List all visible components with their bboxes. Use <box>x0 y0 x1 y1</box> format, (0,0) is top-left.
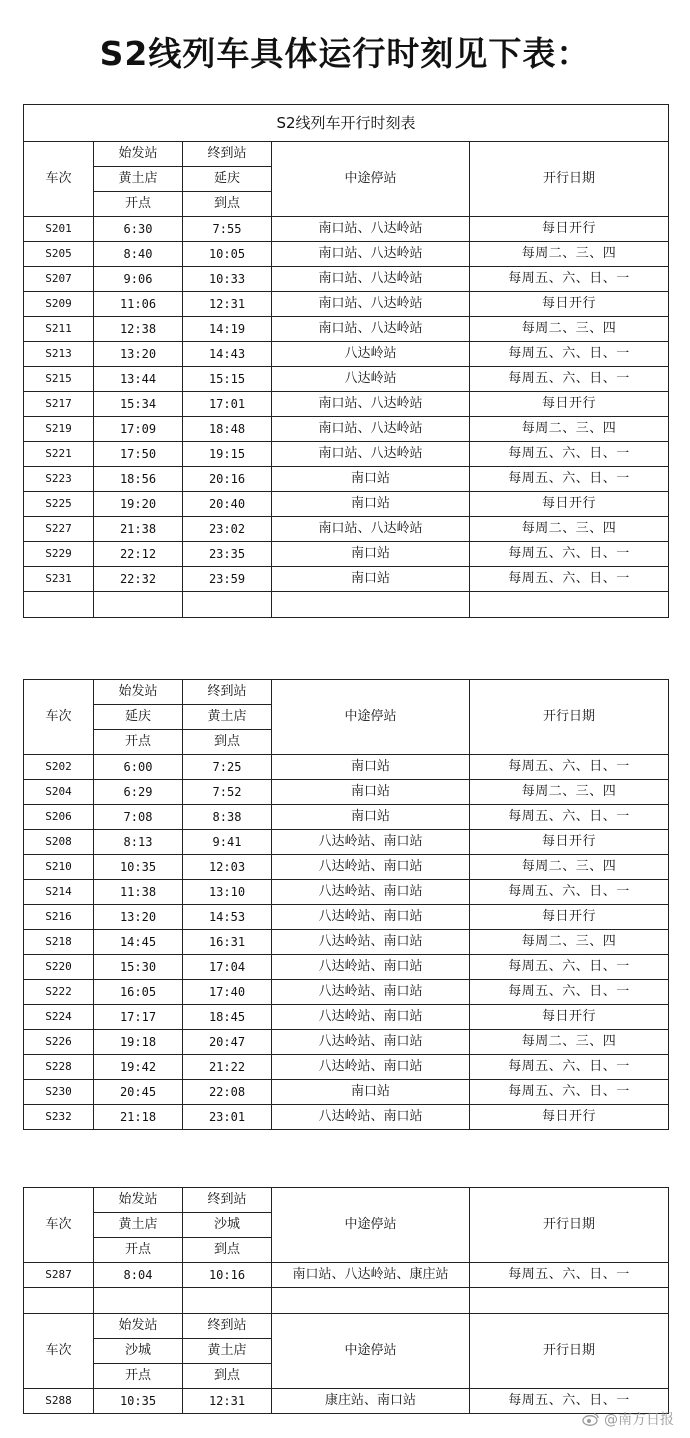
header-train-no: 车次 <box>24 680 94 755</box>
blank-cell <box>183 592 272 618</box>
header-arr-time-label: 到点 <box>183 192 272 217</box>
cell-arr-time: 21:22 <box>183 1055 272 1080</box>
cell-dep-time: 15:30 <box>94 955 183 980</box>
table-row <box>24 1005 669 1030</box>
cell-stops: 康庄站、南口站 <box>272 1389 470 1414</box>
cell-schedule: 每周二、三、四 <box>470 780 669 805</box>
header-schedule: 开行日期 <box>470 1314 669 1389</box>
header-row <box>24 1314 669 1339</box>
cell-schedule: 每周五、六、日、一 <box>470 567 669 592</box>
cell-stops: 南口站、八达岭站 <box>272 517 470 542</box>
table-row <box>24 417 669 442</box>
table-row <box>24 830 669 855</box>
cell-dep-time: 11:06 <box>94 292 183 317</box>
cell-arr-time: 23:59 <box>183 567 272 592</box>
header-stops: 中途停站 <box>272 1188 470 1263</box>
header-schedule: 开行日期 <box>470 142 669 217</box>
cell-dep-time: 8:04 <box>94 1263 183 1288</box>
cell-dep-time: 8:13 <box>94 830 183 855</box>
cell-dep-time: 7:08 <box>94 805 183 830</box>
cell-dep-time: 13:44 <box>94 367 183 392</box>
cell-arr-time: 23:01 <box>183 1105 272 1130</box>
header-dep-station-label: 始发站 <box>94 1314 183 1339</box>
cell-arr-time: 7:25 <box>183 755 272 780</box>
cell-arr-time: 10:33 <box>183 267 272 292</box>
header-arr-time-label: 到点 <box>183 1364 272 1389</box>
cell-train-no: S201 <box>24 217 94 242</box>
timetable-caption: S2线列车开行时刻表 <box>24 105 669 142</box>
header-schedule: 开行日期 <box>470 680 669 755</box>
cell-train-no: S204 <box>24 780 94 805</box>
table-row <box>24 955 669 980</box>
cell-dep-time: 13:20 <box>94 905 183 930</box>
cell-schedule: 每周五、六、日、一 <box>470 1389 669 1414</box>
table-row <box>24 242 669 267</box>
cell-train-no: S232 <box>24 1105 94 1130</box>
timetable-body <box>24 105 669 618</box>
table-row <box>24 780 669 805</box>
cell-dep-time: 15:34 <box>94 392 183 417</box>
cell-arr-time: 12:31 <box>183 1389 272 1414</box>
cell-stops: 八达岭站、南口站 <box>272 830 470 855</box>
cell-train-no: S227 <box>24 517 94 542</box>
table-row <box>24 1389 669 1414</box>
blank-cell <box>94 592 183 618</box>
cell-arr-time: 16:31 <box>183 930 272 955</box>
weibo-icon <box>582 1412 600 1426</box>
cell-arr-time: 17:04 <box>183 955 272 980</box>
cell-train-no: S205 <box>24 242 94 267</box>
cell-dep-time: 6:30 <box>94 217 183 242</box>
table-row <box>24 1030 669 1055</box>
header-row <box>24 680 669 705</box>
table-row <box>24 342 669 367</box>
cell-schedule: 每周五、六、日、一 <box>470 980 669 1005</box>
table-row <box>24 1263 669 1288</box>
cell-stops: 南口站 <box>272 542 470 567</box>
table-row <box>24 492 669 517</box>
timetable-yanqing-huangtudian <box>23 679 669 1130</box>
cell-schedule: 每周五、六、日、一 <box>470 755 669 780</box>
cell-dep-time: 22:32 <box>94 567 183 592</box>
cell-schedule: 每周五、六、日、一 <box>470 267 669 292</box>
cell-schedule: 每周五、六、日、一 <box>470 542 669 567</box>
cell-schedule: 每周二、三、四 <box>470 317 669 342</box>
cell-schedule: 每日开行 <box>470 1105 669 1130</box>
cell-arr-time: 7:52 <box>183 780 272 805</box>
cell-train-no: S209 <box>24 292 94 317</box>
cell-train-no: S208 <box>24 830 94 855</box>
timetable-huangtudian-yanqing <box>23 104 669 618</box>
header-arr-time-label: 到点 <box>183 730 272 755</box>
cell-schedule: 每周二、三、四 <box>470 517 669 542</box>
table-row <box>24 855 669 880</box>
cell-arr-time: 17:40 <box>183 980 272 1005</box>
cell-schedule: 每周五、六、日、一 <box>470 367 669 392</box>
cell-arr-time: 22:08 <box>183 1080 272 1105</box>
cell-dep-time: 12:38 <box>94 317 183 342</box>
cell-schedule: 每周二、三、四 <box>470 930 669 955</box>
cell-arr-time: 14:19 <box>183 317 272 342</box>
cell-dep-time: 16:05 <box>94 980 183 1005</box>
cell-schedule: 每周五、六、日、一 <box>470 955 669 980</box>
blank-cell <box>272 1288 470 1314</box>
cell-train-no: S287 <box>24 1263 94 1288</box>
cell-train-no: S216 <box>24 905 94 930</box>
cell-dep-time: 13:20 <box>94 342 183 367</box>
header-arr-station-label: 终到站 <box>183 142 272 167</box>
header-dep-station-label: 始发站 <box>94 1188 183 1213</box>
cell-train-no: S220 <box>24 955 94 980</box>
header-dep-station: 延庆 <box>94 705 183 730</box>
table-row <box>24 292 669 317</box>
table-row <box>24 1080 669 1105</box>
header-arr-station: 黄土店 <box>183 1339 272 1364</box>
cell-schedule: 每周五、六、日、一 <box>470 1080 669 1105</box>
cell-train-no: S229 <box>24 542 94 567</box>
cell-arr-time: 19:15 <box>183 442 272 467</box>
header-dep-station-label: 始发站 <box>94 142 183 167</box>
header-arr-time-label: 到点 <box>183 1238 272 1263</box>
table-row <box>24 367 669 392</box>
caption-row <box>24 105 669 142</box>
cell-dep-time: 6:29 <box>94 780 183 805</box>
cell-arr-time: 23:02 <box>183 517 272 542</box>
cell-schedule: 每日开行 <box>470 1005 669 1030</box>
cell-train-no: S215 <box>24 367 94 392</box>
cell-dep-time: 20:45 <box>94 1080 183 1105</box>
cell-stops: 八达岭站、南口站 <box>272 1105 470 1130</box>
cell-stops: 八达岭站 <box>272 342 470 367</box>
cell-schedule: 每日开行 <box>470 292 669 317</box>
table-row <box>24 392 669 417</box>
blank-cell <box>470 1288 669 1314</box>
cell-stops: 八达岭站、南口站 <box>272 955 470 980</box>
cell-stops: 八达岭站、南口站 <box>272 1055 470 1080</box>
header-train-no: 车次 <box>24 142 94 217</box>
cell-dep-time: 10:35 <box>94 855 183 880</box>
cell-stops: 八达岭站、南口站 <box>272 1005 470 1030</box>
cell-arr-time: 8:38 <box>183 805 272 830</box>
header-dep-station: 沙城 <box>94 1339 183 1364</box>
cell-stops: 南口站、八达岭站 <box>272 242 470 267</box>
header-arr-station-label: 终到站 <box>183 1188 272 1213</box>
cell-train-no: S210 <box>24 855 94 880</box>
cell-schedule: 每周五、六、日、一 <box>470 442 669 467</box>
header-train-no: 车次 <box>24 1314 94 1389</box>
cell-dep-time: 18:56 <box>94 467 183 492</box>
cell-train-no: S207 <box>24 267 94 292</box>
cell-stops: 南口站、八达岭站 <box>272 292 470 317</box>
header-stops: 中途停站 <box>272 1314 470 1389</box>
cell-schedule: 每周二、三、四 <box>470 417 669 442</box>
cell-dep-time: 17:50 <box>94 442 183 467</box>
cell-train-no: S228 <box>24 1055 94 1080</box>
blank-cell <box>94 1288 183 1314</box>
cell-dep-time: 21:38 <box>94 517 183 542</box>
cell-arr-time: 20:16 <box>183 467 272 492</box>
cell-arr-time: 15:15 <box>183 367 272 392</box>
header-schedule: 开行日期 <box>470 1188 669 1263</box>
cell-stops: 八达岭站、南口站 <box>272 855 470 880</box>
watermark-text: @南方日报 <box>604 1412 674 1428</box>
header-arr-station: 延庆 <box>183 167 272 192</box>
cell-arr-time: 20:40 <box>183 492 272 517</box>
cell-schedule: 每日开行 <box>470 392 669 417</box>
header-stops: 中途停站 <box>272 680 470 755</box>
cell-stops: 南口站 <box>272 755 470 780</box>
cell-train-no: S202 <box>24 755 94 780</box>
cell-schedule: 每周五、六、日、一 <box>470 1263 669 1288</box>
cell-stops: 八达岭站、南口站 <box>272 930 470 955</box>
cell-schedule: 每周五、六、日、一 <box>470 1055 669 1080</box>
cell-arr-time: 13:10 <box>183 880 272 905</box>
blank-cell <box>470 592 669 618</box>
header-arr-station-label: 终到站 <box>183 1314 272 1339</box>
cell-schedule: 每日开行 <box>470 492 669 517</box>
table-row <box>24 1055 669 1080</box>
cell-schedule: 每周五、六、日、一 <box>470 467 669 492</box>
cell-train-no: S231 <box>24 567 94 592</box>
table-row <box>24 467 669 492</box>
cell-arr-time: 14:53 <box>183 905 272 930</box>
cell-dep-time: 9:06 <box>94 267 183 292</box>
table-row <box>24 542 669 567</box>
blank-row <box>24 592 669 618</box>
cell-arr-time: 12:03 <box>183 855 272 880</box>
cell-stops: 八达岭站、南口站 <box>272 1030 470 1055</box>
cell-stops: 南口站、八达岭站 <box>272 392 470 417</box>
cell-stops: 南口站 <box>272 467 470 492</box>
table-row <box>24 517 669 542</box>
cell-dep-time: 17:09 <box>94 417 183 442</box>
cell-train-no: S214 <box>24 880 94 905</box>
timetable-shacheng <box>23 1187 669 1414</box>
table-row <box>24 755 669 780</box>
header-row <box>24 1188 669 1213</box>
cell-arr-time: 7:55 <box>183 217 272 242</box>
cell-arr-time: 20:47 <box>183 1030 272 1055</box>
cell-stops: 南口站、八达岭站 <box>272 417 470 442</box>
cell-stops: 南口站 <box>272 1080 470 1105</box>
cell-stops: 八达岭站、南口站 <box>272 905 470 930</box>
cell-train-no: S226 <box>24 1030 94 1055</box>
cell-arr-time: 14:43 <box>183 342 272 367</box>
cell-schedule: 每周五、六、日、一 <box>470 342 669 367</box>
cell-train-no: S222 <box>24 980 94 1005</box>
cell-train-no: S218 <box>24 930 94 955</box>
table-row <box>24 317 669 342</box>
header-dep-station-label: 始发站 <box>94 680 183 705</box>
header-dep-time-label: 开点 <box>94 1364 183 1389</box>
header-stops: 中途停站 <box>272 142 470 217</box>
cell-schedule: 每日开行 <box>470 217 669 242</box>
cell-dep-time: 21:18 <box>94 1105 183 1130</box>
header-dep-time-label: 开点 <box>94 730 183 755</box>
cell-stops: 南口站、八达岭站 <box>272 267 470 292</box>
table-row <box>24 1105 669 1130</box>
cell-arr-time: 12:31 <box>183 292 272 317</box>
cell-train-no: S213 <box>24 342 94 367</box>
cell-train-no: S221 <box>24 442 94 467</box>
cell-dep-time: 19:20 <box>94 492 183 517</box>
cell-train-no: S217 <box>24 392 94 417</box>
cell-dep-time: 22:12 <box>94 542 183 567</box>
cell-dep-time: 17:17 <box>94 1005 183 1030</box>
cell-arr-time: 18:48 <box>183 417 272 442</box>
cell-train-no: S206 <box>24 805 94 830</box>
cell-stops: 南口站、八达岭站、康庄站 <box>272 1263 470 1288</box>
cell-schedule: 每周五、六、日、一 <box>470 805 669 830</box>
header-row <box>24 142 669 167</box>
cell-dep-time: 19:42 <box>94 1055 183 1080</box>
cell-stops: 八达岭站、南口站 <box>272 980 470 1005</box>
header-dep-time-label: 开点 <box>94 1238 183 1263</box>
cell-train-no: S219 <box>24 417 94 442</box>
table-row <box>24 567 669 592</box>
timetable-body <box>24 680 669 1130</box>
cell-train-no: S230 <box>24 1080 94 1105</box>
blank-row <box>24 1288 669 1314</box>
cell-dep-time: 14:45 <box>94 930 183 955</box>
cell-dep-time: 19:18 <box>94 1030 183 1055</box>
table-row <box>24 267 669 292</box>
cell-stops: 南口站 <box>272 780 470 805</box>
cell-schedule: 每日开行 <box>470 830 669 855</box>
cell-stops: 南口站、八达岭站 <box>272 442 470 467</box>
cell-schedule: 每周二、三、四 <box>470 1030 669 1055</box>
cell-stops: 南口站、八达岭站 <box>272 217 470 242</box>
table-row <box>24 930 669 955</box>
cell-arr-time: 18:45 <box>183 1005 272 1030</box>
watermark <box>582 1409 674 1429</box>
cell-train-no: S211 <box>24 317 94 342</box>
cell-schedule: 每周五、六、日、一 <box>470 880 669 905</box>
header-arr-station: 黄土店 <box>183 705 272 730</box>
cell-train-no: S223 <box>24 467 94 492</box>
header-dep-station: 黄土店 <box>94 167 183 192</box>
cell-dep-time: 8:40 <box>94 242 183 267</box>
cell-dep-time: 6:00 <box>94 755 183 780</box>
cell-stops: 八达岭站 <box>272 367 470 392</box>
cell-arr-time: 10:05 <box>183 242 272 267</box>
header-arr-station-label: 终到站 <box>183 680 272 705</box>
page-title: S2线列车具体运行时刻见下表： <box>99 34 591 73</box>
cell-arr-time: 23:35 <box>183 542 272 567</box>
cell-stops: 南口站 <box>272 492 470 517</box>
cell-arr-time: 17:01 <box>183 392 272 417</box>
table-row <box>24 442 669 467</box>
cell-dep-time: 11:38 <box>94 880 183 905</box>
cell-train-no: S288 <box>24 1389 94 1414</box>
blank-cell <box>24 592 94 618</box>
cell-schedule: 每日开行 <box>470 905 669 930</box>
cell-stops: 南口站 <box>272 805 470 830</box>
blank-cell <box>272 592 470 618</box>
blank-cell <box>183 1288 272 1314</box>
table-row <box>24 880 669 905</box>
blank-cell <box>24 1288 94 1314</box>
table-row <box>24 980 669 1005</box>
table-row <box>24 805 669 830</box>
cell-stops: 八达岭站、南口站 <box>272 880 470 905</box>
cell-dep-time: 10:35 <box>94 1389 183 1414</box>
table-row <box>24 905 669 930</box>
header-dep-time-label: 开点 <box>94 192 183 217</box>
table-row <box>24 217 669 242</box>
cell-schedule: 每周二、三、四 <box>470 855 669 880</box>
cell-stops: 南口站、八达岭站 <box>272 317 470 342</box>
cell-arr-time: 9:41 <box>183 830 272 855</box>
cell-arr-time: 10:16 <box>183 1263 272 1288</box>
timetable-body <box>24 1188 669 1414</box>
header-train-no: 车次 <box>24 1188 94 1263</box>
header-arr-station: 沙城 <box>183 1213 272 1238</box>
cell-schedule: 每周二、三、四 <box>470 242 669 267</box>
cell-stops: 南口站 <box>272 567 470 592</box>
header-dep-station: 黄土店 <box>94 1213 183 1238</box>
cell-train-no: S224 <box>24 1005 94 1030</box>
cell-train-no: S225 <box>24 492 94 517</box>
